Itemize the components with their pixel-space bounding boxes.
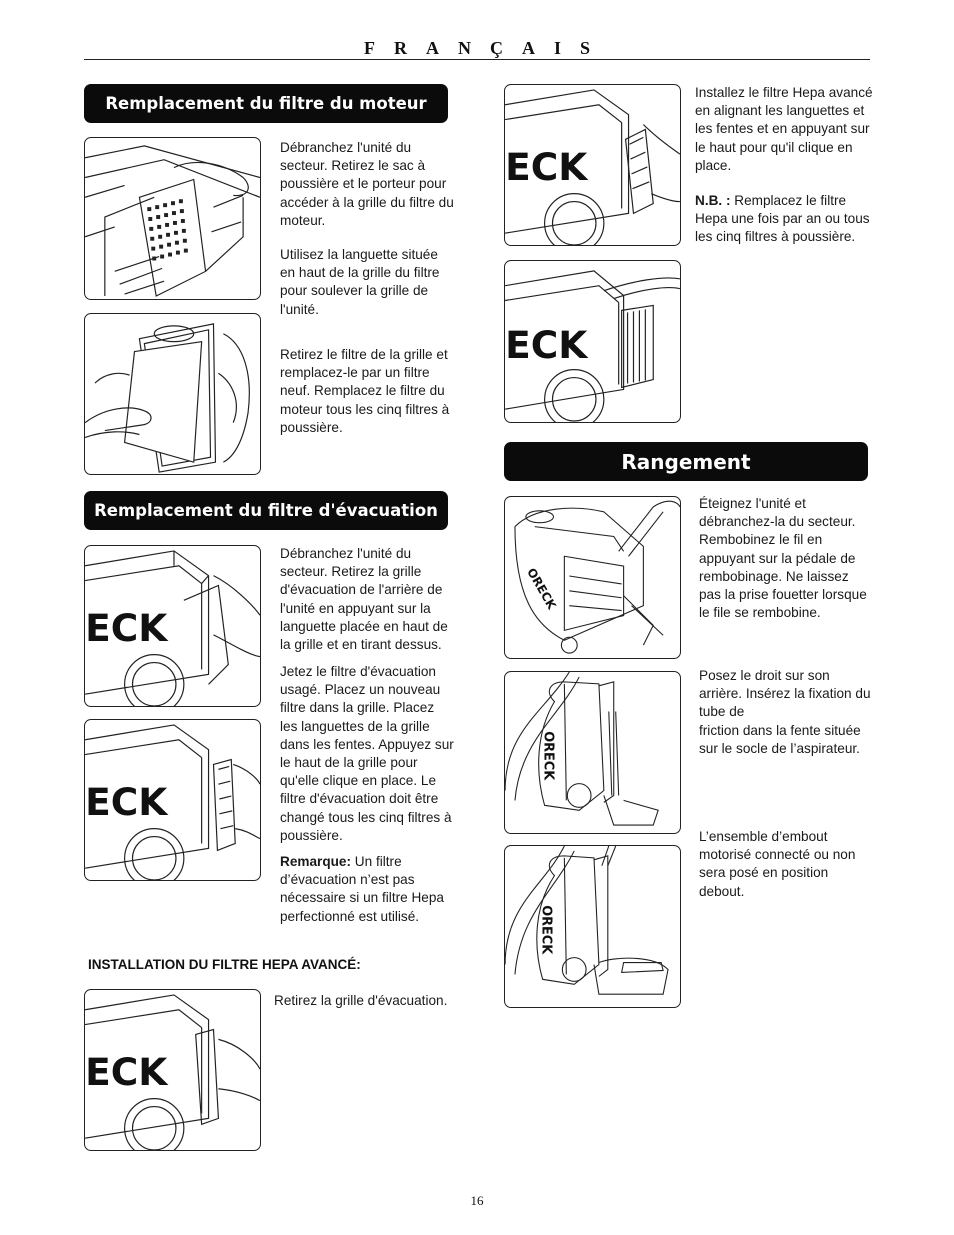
hepa-note-body: Remplacez le filtre Hepa une fois par an ou tous les cinq filtres à poussière.: [695, 193, 870, 245]
exhaust-install-figure: [84, 719, 261, 881]
storage-step1: Éteignez l'unité et débranchez-la du secteur. Rembobinez le fil en appuyant sur la pédale de rembobinage. Ne laissez pas la prise fouetter lorsque le file se rembobine.: [699, 496, 867, 621]
brand-label-5: ECK: [505, 322, 588, 367]
storage-step3: L’ensemble d’embout motorisé connecté ou non sera posé en position debout.: [699, 829, 856, 899]
motor-filter-illustration: [85, 314, 260, 474]
exhaust-step1-text: [280, 545, 455, 654]
hepa-step1-text: [274, 992, 464, 1010]
storage-step2-line-a: Posez le droit sur son arrière. Insérez la fixation du tube de: [699, 668, 871, 720]
storage-upright-figure: [504, 671, 681, 834]
language-header: FRANÇAIS: [363, 38, 609, 58]
exhaust-filter-title: Remplacement du filtre d'évacuation: [94, 501, 438, 520]
motor-step2-text: [280, 246, 455, 319]
storage-head-illustration: [505, 846, 680, 1007]
motor-filter-figure: [84, 313, 261, 475]
hepa-note: [695, 192, 873, 247]
exhaust-note-label: Remarque:: [280, 854, 352, 869]
hepa-step2-text: [695, 84, 873, 175]
exhaust-note-body: Un filtre d’évacuation n’est pas nécessaire si un filtre Hepa perfectionné est utilisé.: [280, 854, 444, 924]
exhaust-filter-banner: [84, 491, 448, 530]
hepa-seated-illustration: [505, 261, 680, 422]
motor-filter-title: Remplacement du filtre du moteur: [105, 94, 427, 113]
storage-step1-text: [699, 495, 871, 622]
exhaust-step1: Débranchez l'unité du secteur. Retirez la grille d'évacuation de l'arrière de l'unité en appuyant sur la languette placée en haut de la grille et en tirant dessus.: [280, 546, 448, 653]
brand-label-8: ORECK: [538, 905, 554, 955]
motor-step1: Débranchez l'unité du secteur. Retirez le sac à poussière et le porteur pour accéder à la grille du filtre du moteur.: [280, 140, 454, 228]
storage-title: Rangement: [621, 449, 751, 474]
hepa-note-text: [695, 192, 873, 247]
storage-banner: [504, 442, 868, 481]
hepa-install-figure: [504, 84, 681, 246]
hepa-install-illustration: [505, 85, 680, 245]
storage-step3-text: [699, 828, 871, 901]
storage-step2-line-b: friction dans la fente située sur le socle de l’aspirateur.: [699, 722, 861, 756]
exhaust-install-illustration: [85, 720, 260, 880]
motor-grid-illustration: [85, 138, 260, 299]
storage-step2: [699, 667, 871, 758]
storage-head-figure: [504, 845, 681, 1008]
motor-step2: Utilisez la languette située en haut de la grille du filtre pour soulever la grille de l'unité.: [280, 247, 440, 317]
hepa-remove-illustration: [85, 990, 260, 1150]
hepa-seated-figure: [504, 260, 681, 423]
brand-label-6: ORECK: [524, 565, 559, 612]
exhaust-grille-figure: [84, 545, 261, 707]
header-rule: [84, 59, 870, 60]
storage-upright-illustration: [505, 672, 680, 833]
motor-grid-figure: [84, 137, 261, 300]
hepa-step2: Installez le filtre Hepa avancé en alignant les languettes et les fentes et en appuyant sur le haut pour qu'il clique en place.: [695, 85, 873, 173]
storage-rewind-figure: [504, 496, 681, 659]
brand-label-3: ECK: [85, 1049, 168, 1094]
exhaust-note-text: [280, 853, 455, 926]
motor-step3: Retirez le filtre de la grille et remplacez-le par un filtre neuf. Remplacez le filtre du moteur tous les cinq filtres à poussière.: [280, 347, 450, 435]
exhaust-grille-illustration: [85, 546, 260, 706]
exhaust-step2-text: [280, 663, 455, 845]
brand-label-2: ECK: [85, 779, 168, 824]
brand-label-7: ORECK: [540, 731, 556, 781]
motor-filter-banner: [84, 84, 448, 123]
storage-step2-text: [699, 667, 871, 758]
motor-step3-text: [280, 346, 455, 437]
page-number: 16: [470, 1193, 484, 1208]
hepa-note-label: N.B. :: [695, 193, 731, 208]
exhaust-step2: Jetez le filtre d'évacuation usagé. Placez un nouveau filtre dans la grille. Placez les languettes de la grille dans les fentes. Appuyez sur le haut de la grille pour qu'elle clique en place. Le filtre d'évacuation doit être changé tous les cinq filtres à poussière.: [280, 664, 454, 843]
brand-label-4: ECK: [505, 144, 588, 189]
motor-step1-text: [280, 139, 455, 230]
storage-rewind-illustration: [505, 497, 680, 658]
hepa-install-heading: INSTALLATION DU FILTRE HEPA AVANCÉ:: [88, 957, 361, 972]
exhaust-note: [280, 853, 455, 926]
hepa-step1: Retirez la grille d'évacuation.: [274, 993, 448, 1008]
brand-label-1: ECK: [85, 605, 168, 650]
hepa-remove-figure: [84, 989, 261, 1151]
